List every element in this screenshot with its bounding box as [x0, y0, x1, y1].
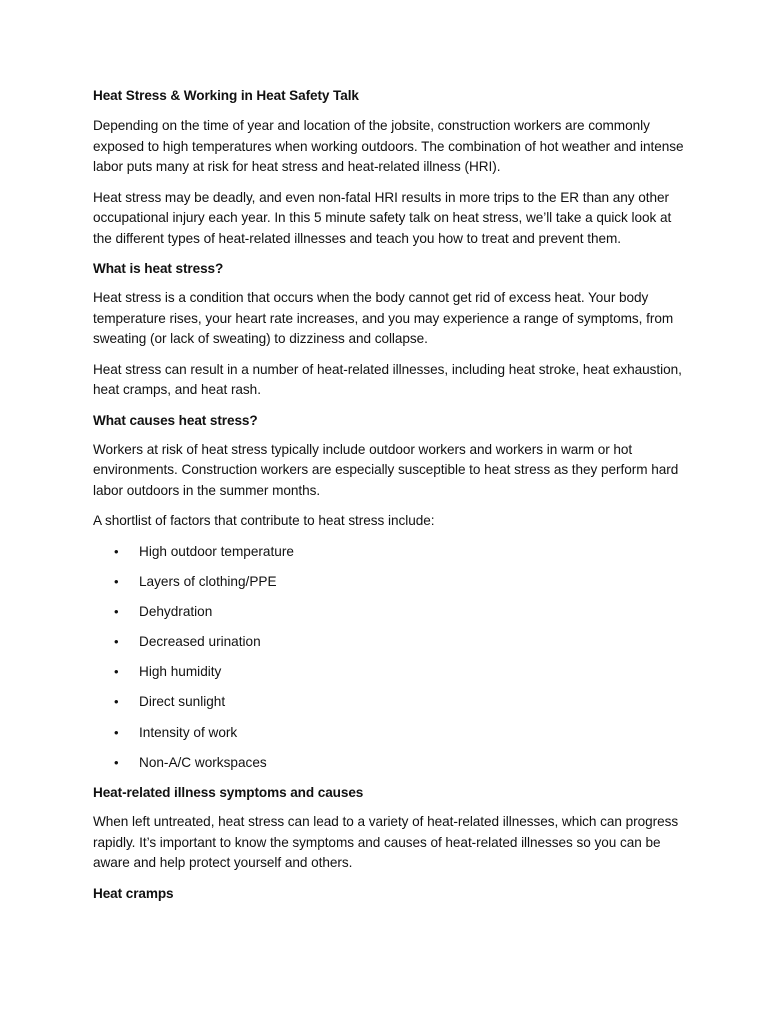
section3-paragraph-1: When left untreated, heat stress can lead to a variety of heat-related illnesses, which can progress rapidly. It’s important to know the symptoms and causes of heat-related illnesses so you can be aware and help protect yourself and others. [93, 814, 679, 870]
list-item [93, 572, 693, 592]
bullet-icon: • [114, 543, 119, 559]
section-heading-heat-cramps: Heat cramps [93, 885, 174, 901]
document-title: Heat Stress & Working in Heat Safety Talk [93, 88, 359, 103]
list-item [93, 602, 693, 622]
list-item-text: Non-A/C workspaces [139, 754, 267, 770]
list-item [93, 662, 693, 682]
section1-paragraph-2: Heat stress can result in a number of heat-related illnesses, including heat stroke, heat exhaustion, heat cramps, and heat rash. [93, 361, 682, 397]
bullet-icon: • [114, 603, 119, 619]
section-heading-what-causes-heat-stress: What causes heat stress? [93, 412, 258, 428]
section-heading-heat-related-illness: Heat-related illness symptoms and causes [93, 785, 364, 800]
bullet-icon: • [114, 634, 119, 650]
bullet-icon: • [114, 754, 119, 770]
list-item-text: Dehydration [139, 603, 213, 619]
section1-paragraph-1: Heat stress is a condition that occurs when the body cannot get rid of excess heat. Your body temperature rises, your heart rate increases, and you may experience a range of symptoms, from sweating (or lack of sweating) to dizziness and collapse. [93, 290, 674, 346]
intro-paragraph-2: Heat stress may be deadly, and even non-fatal HRI results in more trips to the ER than any other occupational injury each year. In this 5 minute safety talk on heat stress, we’ll take a quick look at the different types of heat-related illnesses and teach you how to treat and prevent them. [93, 189, 672, 246]
bullet-icon: • [114, 724, 119, 740]
bullet-icon: • [114, 694, 119, 710]
section-heading-what-is-heat-stress: What is heat stress? [93, 261, 224, 276]
bullet-icon: • [114, 664, 119, 680]
document-page [93, 86, 693, 913]
bullet-icon: • [114, 573, 119, 589]
intro-paragraph-1: Depending on the time of year and location of the jobsite, construction workers are commonly exposed to high temperatures when working outdoors. The combination of hot weather and intense labor puts many at risk for heat stress and heat-related illness (HRI). [93, 118, 684, 174]
list-item [93, 632, 693, 652]
list-item-text: Layers of clothing/PPE [139, 573, 277, 589]
list-item-text: Direct sunlight [139, 694, 226, 710]
list-item [93, 753, 693, 773]
list-item [93, 542, 693, 562]
list-item-text: High humidity [139, 664, 222, 680]
section2-paragraph-1: Workers at risk of heat stress typically include outdoor workers and workers in warm or hot environments. Construction workers are especially susceptible to heat stress as they perform hard labor outdoors in the summer months. [93, 441, 679, 498]
section2-paragraph-2: A shortlist of factors that contribute to heat stress include: [93, 513, 435, 528]
list-item-text: Decreased urination [139, 634, 261, 650]
list-item-text: High outdoor temperature [139, 543, 294, 559]
heat-stress-factors-list [93, 542, 693, 773]
list-item-text: Intensity of work [139, 724, 238, 740]
list-item [93, 723, 693, 743]
list-item [93, 692, 693, 712]
